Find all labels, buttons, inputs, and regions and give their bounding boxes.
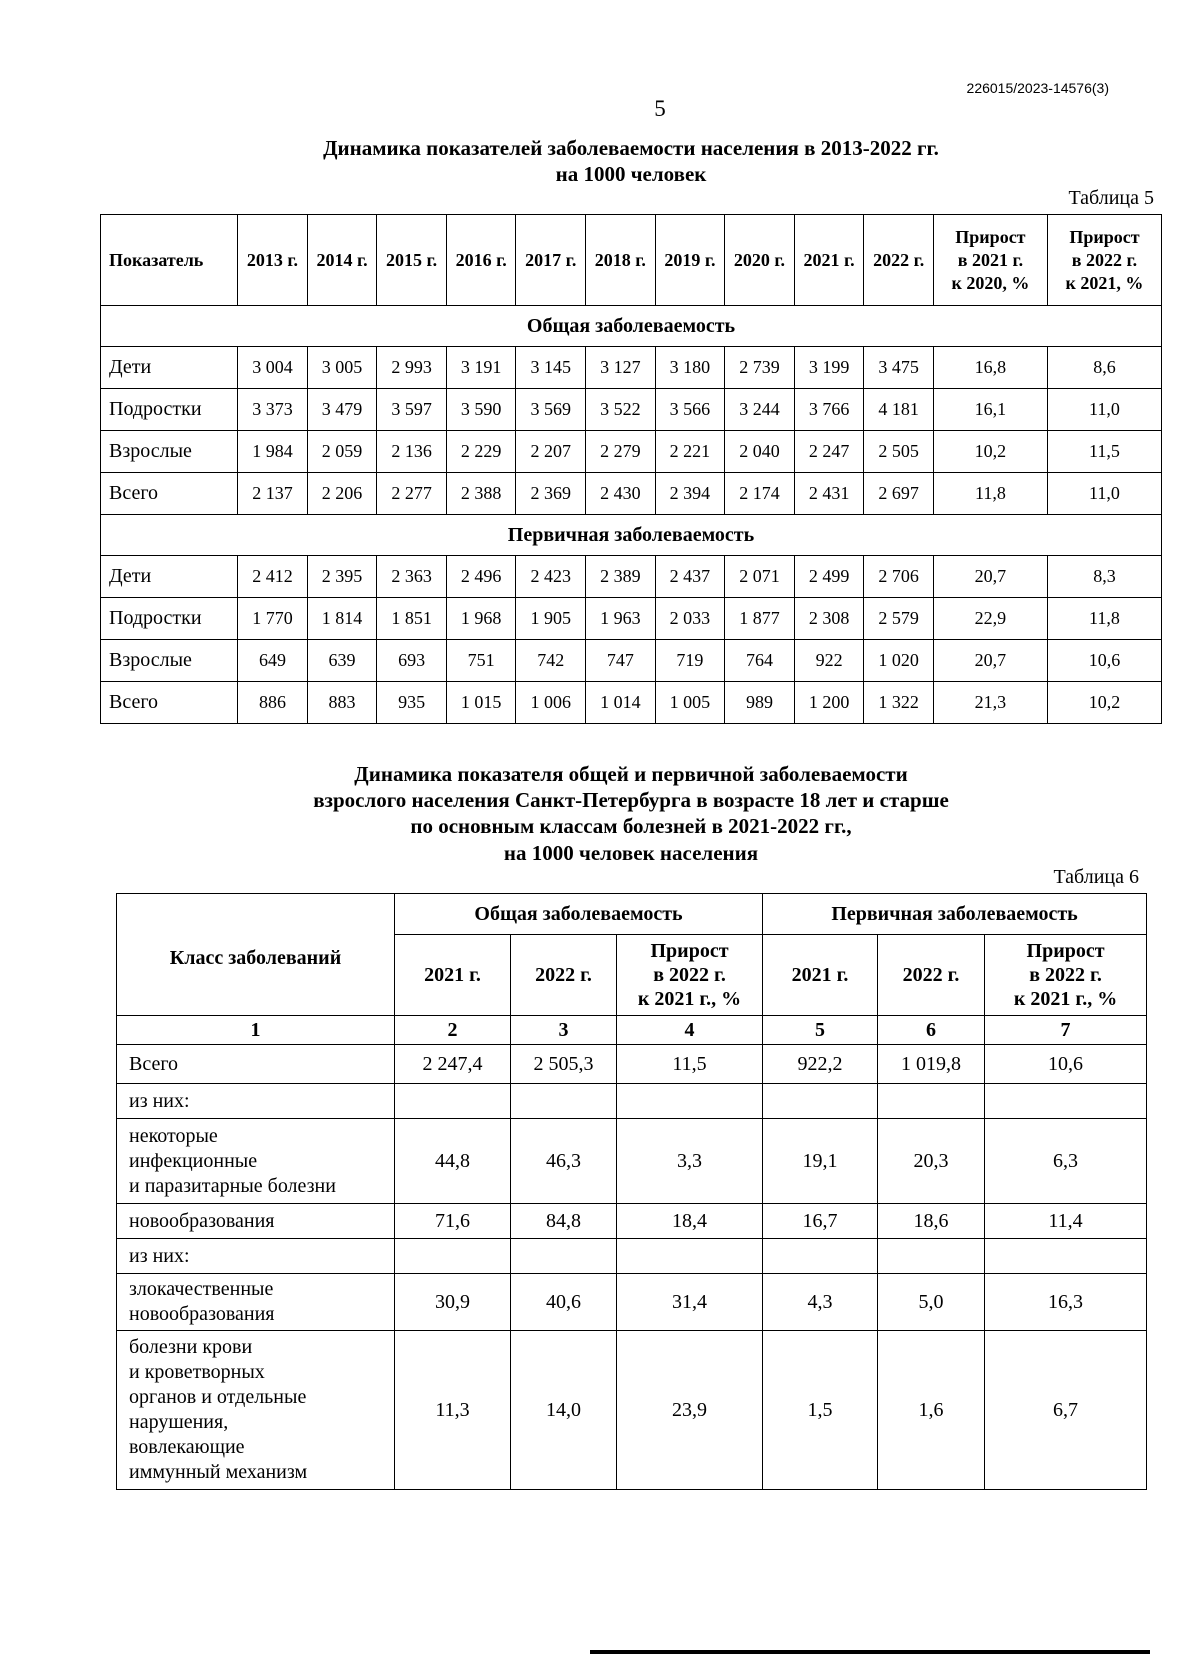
text-line: болезни крови [129, 1336, 253, 1358]
row-label: Всего [101, 473, 238, 515]
value-cell: 1 005 [655, 682, 725, 724]
header-year-2021: 2021 г. [395, 935, 511, 1016]
value-cell: 1,5 [763, 1331, 878, 1490]
growth-cell: 10,2 [1047, 682, 1161, 724]
header-year-2022: 2022 г. [878, 935, 985, 1016]
value-cell: 3 566 [655, 389, 725, 431]
value-cell: 3 005 [307, 347, 377, 389]
value-cell: 3 597 [377, 389, 447, 431]
value-cell: 2 247,4 [395, 1045, 511, 1084]
value-cell [878, 1084, 985, 1119]
bottom-rule [590, 1650, 1150, 1654]
text-line: нарушения, [129, 1411, 229, 1433]
value-cell: 639 [307, 640, 377, 682]
value-cell: 18,4 [617, 1204, 763, 1239]
document-id: 226015/2023-14576(3) [966, 80, 1109, 96]
value-cell: 3 244 [725, 389, 795, 431]
value-cell: 1 770 [238, 598, 308, 640]
value-cell: 10,6 [985, 1045, 1147, 1084]
value-cell: 2 505 [864, 431, 934, 473]
growth-cell: 20,7 [933, 556, 1047, 598]
value-cell [985, 1239, 1147, 1274]
table6-header-row-1 [117, 894, 1147, 935]
value-cell [511, 1239, 617, 1274]
table5-header-row [101, 215, 1162, 306]
section-title: Общая заболеваемость [101, 306, 1162, 347]
disease-class-label [117, 1045, 395, 1084]
text-line: Прирост [650, 940, 729, 962]
text-line: к 2020, % [951, 272, 1030, 293]
value-cell: 3 127 [586, 347, 656, 389]
value-cell: 883 [307, 682, 377, 724]
table6 [116, 893, 1147, 1490]
value-cell: 14,0 [511, 1331, 617, 1490]
value-cell: 1 877 [725, 598, 795, 640]
value-cell: 2 221 [655, 431, 725, 473]
row-label: Подростки [101, 389, 238, 431]
value-cell: 2 706 [864, 556, 934, 598]
value-cell: 3 145 [516, 347, 586, 389]
header-growth [617, 935, 763, 1016]
value-cell: 2 137 [238, 473, 308, 515]
text-line: Прирост [955, 226, 1026, 247]
value-cell [617, 1084, 763, 1119]
header-primary-incidence: Первичная заболеваемость [763, 894, 1147, 935]
page-number: 5 [654, 96, 666, 121]
value-cell: 3 475 [864, 347, 934, 389]
text-line: и паразитарные болезни [129, 1174, 336, 1197]
value-cell: 1 200 [794, 682, 864, 724]
value-cell: 3,3 [617, 1119, 763, 1204]
row-label: Взрослые [101, 431, 238, 473]
text-line: в 2021 г. [957, 249, 1024, 270]
value-cell: 46,3 [511, 1119, 617, 1204]
text-line: иммунный механизм [129, 1461, 308, 1483]
value-cell [395, 1239, 511, 1274]
column-number: 7 [985, 1016, 1147, 1045]
value-cell: 40,6 [511, 1274, 617, 1331]
header-general-incidence: Общая заболеваемость [395, 894, 763, 935]
value-cell: 1 006 [516, 682, 586, 724]
value-cell: 3 180 [655, 347, 725, 389]
growth-cell: 8,3 [1047, 556, 1161, 598]
growth-cell: 21,3 [933, 682, 1047, 724]
table5 [100, 214, 1162, 724]
section-row [101, 306, 1162, 347]
text-line: некоторые [129, 1124, 218, 1147]
value-cell: 3 569 [516, 389, 586, 431]
value-cell: 693 [377, 640, 447, 682]
value-cell: 2 207 [516, 431, 586, 473]
row-label: Всего [101, 682, 238, 724]
table-row [101, 389, 1162, 431]
column-number: 2 [395, 1016, 511, 1045]
value-cell: 922 [794, 640, 864, 682]
disease-class-label [117, 1274, 395, 1331]
text-line: Всего [129, 1052, 179, 1075]
header-indicator: Показатель [101, 215, 238, 306]
value-cell: 2 437 [655, 556, 725, 598]
header-year-2022: 2022 г. [511, 935, 617, 1016]
row-label: Взрослые [101, 640, 238, 682]
value-cell: 20,3 [878, 1119, 985, 1204]
value-cell: 2 033 [655, 598, 725, 640]
text-line: из них: [129, 1089, 190, 1112]
header-growth-2021 [933, 215, 1047, 306]
growth-cell: 11,8 [933, 473, 1047, 515]
table-row [117, 1239, 1147, 1274]
value-cell: 764 [725, 640, 795, 682]
disease-class-label [117, 1084, 395, 1119]
value-cell: 4 181 [864, 389, 934, 431]
growth-cell: 11,0 [1047, 389, 1161, 431]
section-row [101, 515, 1162, 556]
value-cell: 935 [377, 682, 447, 724]
growth-cell: 10,2 [933, 431, 1047, 473]
row-label: Дети [101, 556, 238, 598]
value-cell: 3 373 [238, 389, 308, 431]
text-line: в 2022 г. [1029, 964, 1102, 986]
text-line: злокачественные [129, 1278, 274, 1300]
table-row [117, 1045, 1147, 1084]
text-line: в 2022 г. [1071, 249, 1138, 270]
value-cell [511, 1084, 617, 1119]
text-line: из них: [129, 1244, 190, 1267]
value-cell: 2 040 [725, 431, 795, 473]
value-cell: 6,3 [985, 1119, 1147, 1204]
value-cell: 2 430 [586, 473, 656, 515]
table5-label: Таблица 5 [1068, 187, 1154, 209]
table6-title-line: взрослого населения Санкт-Петербурга в возрасте 18 лет и старше [313, 788, 949, 812]
text-line: органов и отдельные [129, 1386, 307, 1408]
growth-cell: 16,1 [933, 389, 1047, 431]
value-cell: 2 059 [307, 431, 377, 473]
value-cell: 6,7 [985, 1331, 1147, 1490]
value-cell: 2 499 [794, 556, 864, 598]
column-number: 1 [117, 1016, 395, 1045]
table-row [117, 1331, 1147, 1490]
header-growth-2022 [1047, 215, 1161, 306]
value-cell: 30,9 [395, 1274, 511, 1331]
value-cell: 2 505,3 [511, 1045, 617, 1084]
table-row [117, 1119, 1147, 1204]
header-year: 2017 г. [516, 215, 586, 306]
table-row [101, 347, 1162, 389]
growth-cell: 11,5 [1047, 431, 1161, 473]
text-line: в 2022 г. [653, 964, 726, 986]
value-cell: 1 851 [377, 598, 447, 640]
value-cell: 3 590 [446, 389, 516, 431]
table-row [101, 431, 1162, 473]
growth-cell: 10,6 [1047, 640, 1161, 682]
value-cell: 23,9 [617, 1331, 763, 1490]
value-cell: 2 363 [377, 556, 447, 598]
value-cell: 2 308 [794, 598, 864, 640]
text-line: новообразования [129, 1209, 275, 1232]
value-cell: 719 [655, 640, 725, 682]
table-row [101, 682, 1162, 724]
text-line: Прирост [1026, 940, 1105, 962]
value-cell: 19,1 [763, 1119, 878, 1204]
table-row [117, 1084, 1147, 1119]
value-cell: 2 993 [377, 347, 447, 389]
value-cell: 3 766 [794, 389, 864, 431]
header-year: 2021 г. [794, 215, 864, 306]
value-cell [395, 1084, 511, 1119]
value-cell: 1 014 [586, 682, 656, 724]
disease-class-label [117, 1204, 395, 1239]
header-year: 2019 г. [655, 215, 725, 306]
table-row [117, 1274, 1147, 1331]
table-row [101, 556, 1162, 598]
header-year: 2013 г. [238, 215, 308, 306]
value-cell: 649 [238, 640, 308, 682]
value-cell: 2 412 [238, 556, 308, 598]
text-line: инфекционные [129, 1149, 258, 1172]
column-number: 6 [878, 1016, 985, 1045]
header-year-2021: 2021 г. [763, 935, 878, 1016]
value-cell: 1 020 [864, 640, 934, 682]
row-label: Подростки [101, 598, 238, 640]
column-number: 5 [763, 1016, 878, 1045]
disease-class-label [117, 1239, 395, 1274]
value-cell: 11,5 [617, 1045, 763, 1084]
growth-cell: 8,6 [1047, 347, 1161, 389]
growth-cell: 11,0 [1047, 473, 1161, 515]
growth-cell: 22,9 [933, 598, 1047, 640]
header-year: 2020 г. [725, 215, 795, 306]
text-line: Прирост [1069, 226, 1140, 247]
value-cell: 2 496 [446, 556, 516, 598]
value-cell: 2 394 [655, 473, 725, 515]
value-cell: 2 206 [307, 473, 377, 515]
disease-class-label [117, 1331, 395, 1490]
value-cell: 1 015 [446, 682, 516, 724]
value-cell: 2 423 [516, 556, 586, 598]
value-cell: 16,7 [763, 1204, 878, 1239]
table-row [101, 640, 1162, 682]
value-cell [617, 1239, 763, 1274]
text-line: к 2021 г., % [637, 988, 742, 1010]
value-cell: 1 984 [238, 431, 308, 473]
value-cell: 2 247 [794, 431, 864, 473]
value-cell: 886 [238, 682, 308, 724]
value-cell: 5,0 [878, 1274, 985, 1331]
value-cell: 2 579 [864, 598, 934, 640]
value-cell: 1 814 [307, 598, 377, 640]
column-number-row [117, 1016, 1147, 1045]
table6-label: Таблица 6 [1053, 866, 1139, 888]
value-cell: 922,2 [763, 1045, 878, 1084]
header-year: 2022 г. [864, 215, 934, 306]
value-cell: 2 431 [794, 473, 864, 515]
text-line: к 2021, % [1065, 272, 1144, 293]
text-line: новообразования [129, 1303, 275, 1325]
value-cell: 2 174 [725, 473, 795, 515]
value-cell: 4,3 [763, 1274, 878, 1331]
section-title: Первичная заболеваемость [101, 515, 1162, 556]
growth-cell: 16,8 [933, 347, 1047, 389]
growth-cell: 11,8 [1047, 598, 1161, 640]
value-cell: 742 [516, 640, 586, 682]
value-cell: 751 [446, 640, 516, 682]
value-cell [878, 1239, 985, 1274]
text-line: вовлекающие [129, 1436, 245, 1458]
text-line: и кроветворных [129, 1361, 265, 1383]
growth-cell: 20,7 [933, 640, 1047, 682]
text-line: к 2021 г., % [1013, 988, 1118, 1010]
value-cell: 2 388 [446, 473, 516, 515]
value-cell: 71,6 [395, 1204, 511, 1239]
value-cell: 1 963 [586, 598, 656, 640]
value-cell: 18,6 [878, 1204, 985, 1239]
value-cell [985, 1084, 1147, 1119]
table-row [117, 1204, 1147, 1239]
value-cell: 747 [586, 640, 656, 682]
value-cell: 2 395 [307, 556, 377, 598]
table-row [101, 598, 1162, 640]
value-cell [763, 1084, 878, 1119]
value-cell: 1 322 [864, 682, 934, 724]
value-cell: 2 369 [516, 473, 586, 515]
value-cell [763, 1239, 878, 1274]
header-class: Класс заболеваний [117, 894, 395, 1016]
header-growth [985, 935, 1147, 1016]
value-cell: 2 136 [377, 431, 447, 473]
value-cell: 3 191 [446, 347, 516, 389]
column-number: 4 [617, 1016, 763, 1045]
value-cell: 1 905 [516, 598, 586, 640]
value-cell: 16,3 [985, 1274, 1147, 1331]
header-year: 2018 г. [586, 215, 656, 306]
value-cell: 11,4 [985, 1204, 1147, 1239]
value-cell: 11,3 [395, 1331, 511, 1490]
value-cell: 3 199 [794, 347, 864, 389]
value-cell: 2 389 [586, 556, 656, 598]
header-year: 2016 г. [446, 215, 516, 306]
row-label: Дети [101, 347, 238, 389]
value-cell: 2 071 [725, 556, 795, 598]
table-row [101, 473, 1162, 515]
disease-class-label [117, 1119, 395, 1204]
value-cell: 2 279 [586, 431, 656, 473]
value-cell: 44,8 [395, 1119, 511, 1204]
column-number: 3 [511, 1016, 617, 1045]
table6-title-line: Динамика показателя общей и первичной заболеваемости [354, 762, 908, 786]
value-cell: 84,8 [511, 1204, 617, 1239]
table6-title-line: на 1000 человек населения [503, 841, 759, 865]
value-cell: 2 229 [446, 431, 516, 473]
header-year: 2015 г. [377, 215, 447, 306]
value-cell: 3 004 [238, 347, 308, 389]
value-cell: 1,6 [878, 1331, 985, 1490]
table5-title-line1: Динамика показателей заболеваемости населения в 2013-2022 гг. [323, 136, 939, 160]
value-cell: 989 [725, 682, 795, 724]
value-cell: 2 739 [725, 347, 795, 389]
value-cell: 1 968 [446, 598, 516, 640]
value-cell: 31,4 [617, 1274, 763, 1331]
value-cell: 3 479 [307, 389, 377, 431]
value-cell: 2 277 [377, 473, 447, 515]
header-year: 2014 г. [307, 215, 377, 306]
table5-title-line2: на 1000 человек [555, 162, 707, 186]
value-cell: 1 019,8 [878, 1045, 985, 1084]
table6-title-line: по основным классам болезней в 2021-2022 гг., [410, 814, 852, 838]
value-cell: 2 697 [864, 473, 934, 515]
value-cell: 3 522 [586, 389, 656, 431]
